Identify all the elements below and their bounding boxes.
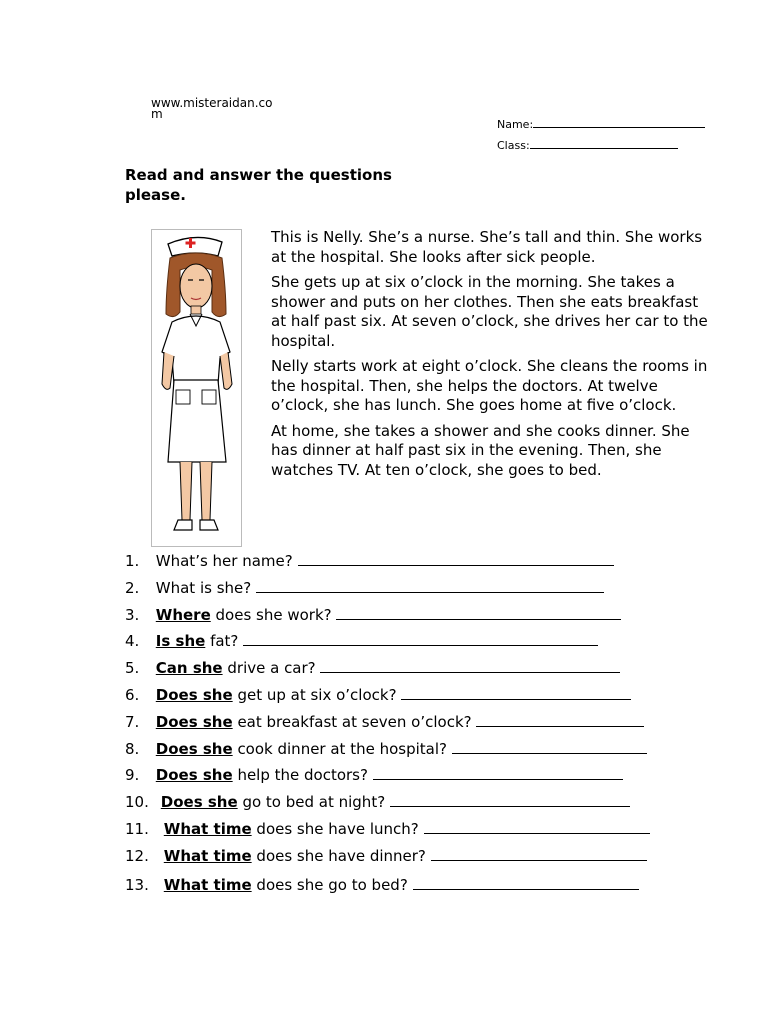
- answer-line[interactable]: [256, 578, 604, 593]
- question-item: [125, 605, 725, 632]
- name-label: Name:: [497, 118, 534, 131]
- question-item: [125, 631, 725, 658]
- question-text: eat breakfast at seven o’clock?: [237, 712, 472, 731]
- question-text: drive a car?: [227, 659, 316, 678]
- question-text: get up at six o’clock?: [237, 685, 397, 704]
- question-key-phrase: Does she: [155, 712, 233, 731]
- question-item: [125, 765, 725, 792]
- question-text: does she work?: [215, 605, 332, 624]
- answer-line[interactable]: [390, 792, 630, 807]
- answer-line[interactable]: [431, 846, 647, 861]
- question-number: 5.: [125, 659, 140, 678]
- name-field[interactable]: [497, 116, 705, 132]
- question-number: 11.: [125, 819, 149, 838]
- question-number: 6.: [125, 685, 140, 704]
- question-item: [125, 658, 725, 685]
- question-key-phrase: Does she: [155, 685, 233, 704]
- story-paragraph: This is Nelly. She’s a nurse. She’s tall and thin. She works at the hospital. She looks after sick people.: [271, 228, 703, 266]
- question-key-phrase: What time: [163, 875, 252, 894]
- story-paragraph: Nelly starts work at eight o’clock. She cleans the rooms in the hospital. Then, she helps the doctors. At twelve o’clock, she has lunch. She goes home at five o’clock.: [271, 357, 708, 414]
- question-key-phrase: Is she: [155, 632, 206, 651]
- answer-line[interactable]: [424, 819, 650, 834]
- question-item: [125, 739, 725, 766]
- class-label: Class:: [497, 139, 530, 152]
- question-list: [125, 551, 725, 901]
- question-text: help the doctors?: [237, 766, 368, 785]
- website-url-tail: m: [151, 107, 163, 121]
- answer-line[interactable]: [401, 685, 631, 700]
- question-item: [125, 819, 725, 846]
- question-item: [125, 685, 725, 712]
- answer-line[interactable]: [373, 765, 623, 780]
- question-text: does she go to bed?: [256, 875, 408, 894]
- nurse-illustration: [151, 229, 242, 547]
- question-key-phrase: Does she: [160, 793, 238, 812]
- question-item: [125, 846, 725, 873]
- answer-line[interactable]: [452, 739, 647, 754]
- story-paragraph: She gets up at six o’clock in the morning. She takes a shower and puts on her clothes. Then she eats breakfast at half past six. At seven o’clock, she drives her car to the hospital.: [271, 273, 708, 350]
- answer-line[interactable]: [243, 631, 598, 646]
- website-url: www.misteraidan.co: [151, 96, 273, 110]
- question-number: 8.: [125, 739, 140, 758]
- question-number: 4.: [125, 632, 140, 651]
- question-key-phrase: Does she: [155, 766, 233, 785]
- question-number: 13.: [125, 875, 149, 894]
- question-text: does she have dinner?: [256, 846, 426, 865]
- nurse-icon: [152, 230, 241, 546]
- answer-line[interactable]: [320, 658, 620, 673]
- question-key-phrase: Where: [155, 605, 211, 624]
- question-item: [125, 551, 725, 578]
- answer-line[interactable]: [298, 551, 614, 566]
- worksheet-heading: Read and answer the questions please.: [125, 166, 392, 204]
- reading-passage: [271, 228, 711, 486]
- question-number: 7.: [125, 712, 140, 731]
- class-line[interactable]: [530, 137, 678, 149]
- question-number: 9.: [125, 766, 140, 785]
- question-number: 12.: [125, 846, 149, 865]
- question-text: does she have lunch?: [256, 819, 419, 838]
- question-key-phrase: Can she: [155, 659, 223, 678]
- answer-line[interactable]: [476, 712, 644, 727]
- question-key-phrase: What time: [163, 819, 252, 838]
- story-paragraph: At home, she takes a shower and she cooks dinner. She has dinner at half past six in the evening. Then, she watches TV. At ten o’clock, she goes to bed.: [271, 421, 690, 479]
- class-field[interactable]: [497, 137, 678, 153]
- question-number: 10.: [125, 793, 149, 812]
- answer-line[interactable]: [336, 605, 621, 620]
- answer-line[interactable]: [413, 875, 639, 890]
- question-item: [125, 875, 725, 902]
- question-number: 2.: [125, 578, 140, 597]
- question-key-phrase: Does she: [155, 739, 233, 758]
- question-text: fat?: [210, 632, 239, 651]
- question-number: 3.: [125, 605, 140, 624]
- question-number: 1.: [125, 552, 140, 570]
- question-item: [125, 712, 725, 739]
- question-item: [125, 578, 725, 605]
- name-line[interactable]: [533, 116, 705, 128]
- question-text: cook dinner at the hospital?: [237, 739, 447, 758]
- question-text: What’s her name?: [155, 552, 293, 570]
- question-key-phrase: What time: [163, 846, 252, 865]
- question-text: go to bed at night?: [242, 793, 386, 812]
- question-text: What is she?: [155, 578, 252, 597]
- question-item: [125, 792, 725, 819]
